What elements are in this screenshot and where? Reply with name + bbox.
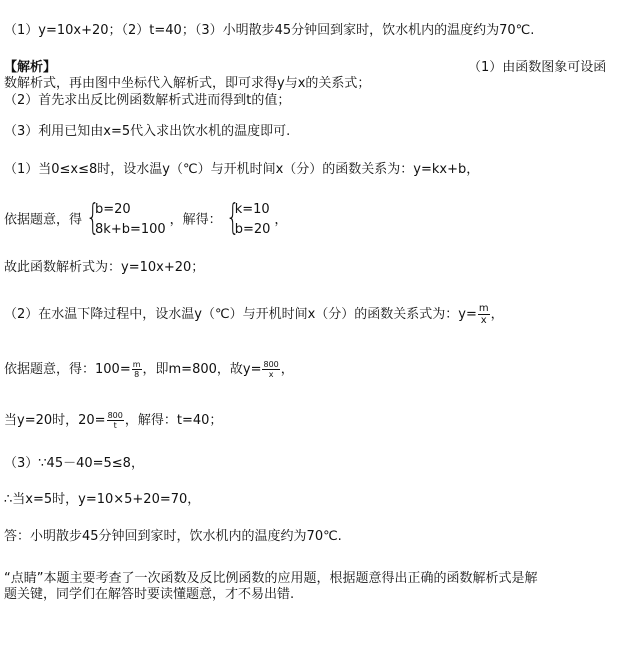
step-2-mid: ，解得： [169, 212, 222, 228]
fraction-m-over-8: $\frac{m}{8}$ [132, 360, 141, 379]
system-2-row-1: k=10 [234, 202, 270, 217]
step-4-suffix: ， [490, 307, 504, 322]
answer-line: （1）y=10x+20；（2）t=40；（3）小明散步45分钟回到家时，饮水机内的温度约为70℃. [4, 23, 535, 38]
analysis-heading: 【解析】 [4, 60, 57, 75]
system-1-row-2: 8k+b=100 [95, 222, 166, 237]
solution-step-7: （3）∵45－40=5≤8， [4, 456, 144, 471]
fraction-800-over-x: $\frac{800}{x}$ [263, 360, 279, 379]
system-1-row-1: b=20 [95, 202, 131, 217]
step-6-suffix: ，解得：t=40； [124, 413, 223, 428]
solution-step-5 [4, 360, 294, 379]
fraction-m-over-x: $\frac{m}{x}$ [478, 303, 489, 326]
solution-step-3: 故此函数解析式为：y=10x+20； [4, 260, 205, 275]
fraction-800-over-t: $\frac{800}{t}$ [107, 411, 123, 430]
step-5-suffix: ， [280, 362, 294, 377]
step-2-suffix: ， [274, 212, 288, 228]
solution-step-4 [4, 303, 504, 326]
comment-line-1: “点睛”本题主要考查了一次函数及反比例函数的应用题，根据题意得出正确的函数解析式是解 [4, 571, 538, 586]
equation-system-2: { k=10 b=20 [225, 197, 271, 238]
analysis-line-1: 数解析式，再由图中坐标代入解析式，即可求得y与x的关系式； [4, 76, 371, 91]
analysis-line-2: （2）首先求出反比例函数解析式进而得到t的值； [4, 93, 291, 108]
comment-line-2: 题关键，同学们在解答时要读懂题意，才不易出错. [4, 587, 295, 602]
final-answer: 答：小明散步45分钟回到家时，饮水机内的温度约为70℃. [4, 529, 342, 544]
equation-system-1: { b=20 8k+b=100 [86, 197, 166, 238]
system-2-row-2: b=20 [234, 222, 271, 237]
step-5-mid: ，即m=800，故y= [142, 362, 262, 377]
solution-step-1: （1）当0≤x≤8时，设水温y（℃）与开机时间x（分）的函数关系为：y=kx+b， [4, 162, 480, 177]
solution-step-2 [4, 197, 288, 240]
solution-step-6 [4, 411, 222, 430]
step-4-prefix: （2）在水温下降过程中，设水温y（℃）与开机时间x（分）的函数关系式为：y= [4, 307, 477, 322]
step-5-prefix: 依据题意，得：100= [4, 362, 131, 377]
solution-step-8: ∴当x=5时，y=10×5+20=70， [4, 492, 201, 507]
step-6-prefix: 当y=20时，20= [4, 413, 106, 428]
step-2-prefix: 依据题意，得 [4, 212, 83, 228]
analysis-line-3: （3）利用已知由x=5代入求出饮水机的温度即可. [4, 124, 291, 139]
analysis-right-note: （1）由函数图象可设函 [468, 60, 607, 75]
